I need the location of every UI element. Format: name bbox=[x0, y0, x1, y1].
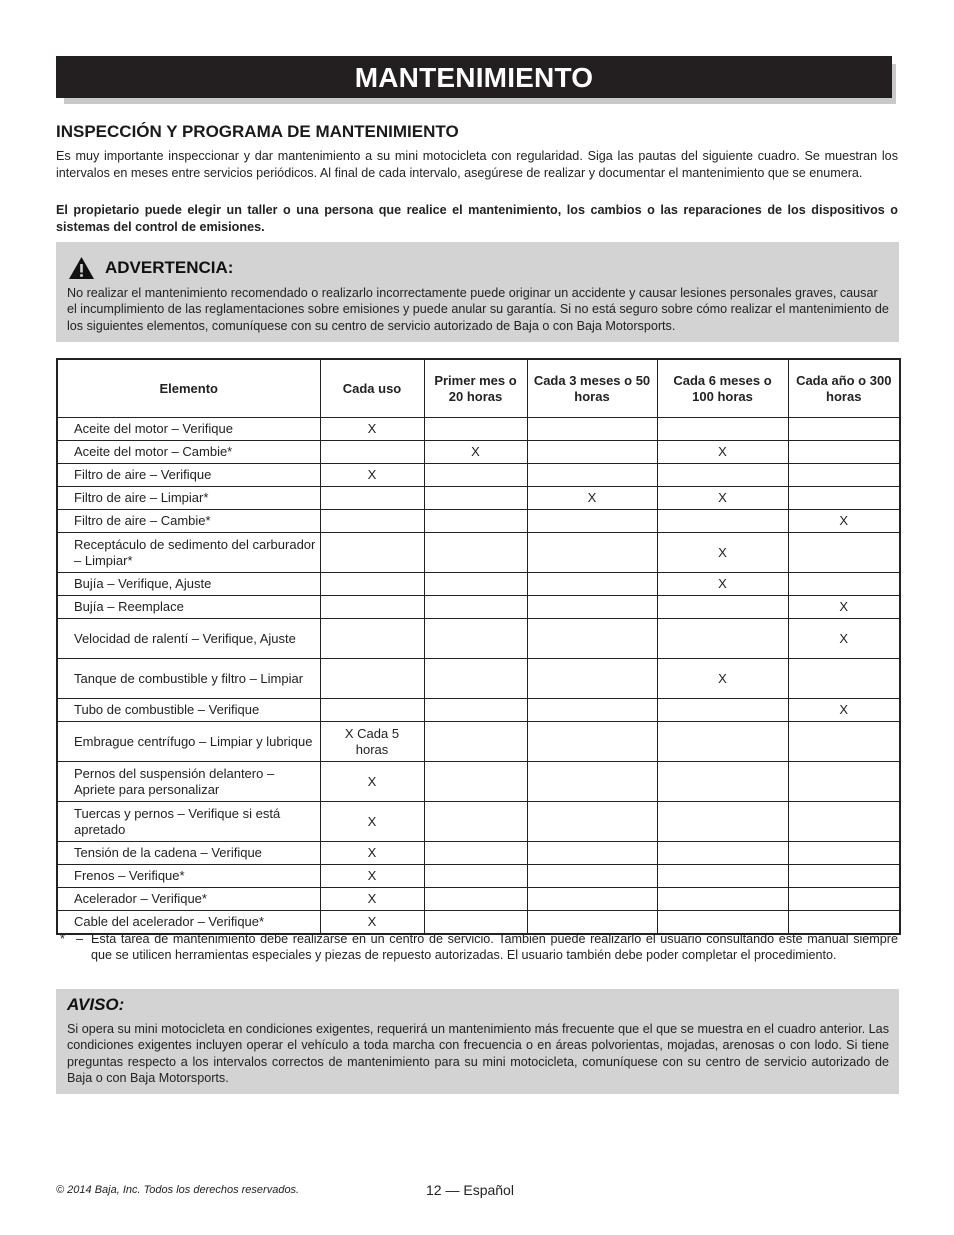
interval-cell bbox=[527, 842, 657, 865]
interval-cell bbox=[657, 722, 788, 762]
interval-cell bbox=[657, 842, 788, 865]
item-cell: Pernos del suspensión delantero – Apriete para personalizar bbox=[57, 762, 320, 802]
interval-cell bbox=[527, 441, 657, 464]
table-row bbox=[57, 573, 900, 596]
page-title-banner: MANTENIMIENTO bbox=[56, 56, 892, 98]
interval-cell bbox=[527, 596, 657, 619]
warning-title: ADVERTENCIA: bbox=[105, 258, 234, 277]
interval-cell: X bbox=[788, 596, 900, 619]
interval-cell bbox=[788, 464, 900, 487]
interval-cell bbox=[424, 699, 527, 722]
interval-cell bbox=[527, 802, 657, 842]
interval-cell bbox=[424, 533, 527, 573]
emissions-paragraph: El propietario puede elegir un taller o una persona que realice el mantenimiento, los cambios o las reparaciones de los dispositivos o sistemas del control de emisiones. bbox=[56, 203, 898, 234]
interval-cell bbox=[527, 659, 657, 699]
interval-cell bbox=[424, 888, 527, 911]
interval-cell bbox=[788, 659, 900, 699]
item-cell: Filtro de aire – Verifique bbox=[57, 464, 320, 487]
interval-cell: X bbox=[320, 802, 424, 842]
copyright: © 2014 Baja, Inc. Todos los derechos reservados. bbox=[56, 1184, 300, 1196]
table-row bbox=[57, 865, 900, 888]
interval-cell bbox=[657, 888, 788, 911]
footnote-text: Esta tarea de mantenimiento debe realizarse en un centro de servicio. También puede realizarlo el usuario consultando este manual siempre que se utilicen herramientas especiales y piezas de repuesto autorizadas. El usuario también debe poder completar el procedimiento. bbox=[91, 932, 898, 963]
table-row bbox=[57, 802, 900, 842]
table-row bbox=[57, 699, 900, 722]
interval-cell bbox=[527, 418, 657, 441]
footnote-mark: * bbox=[60, 932, 65, 946]
interval-cell bbox=[424, 573, 527, 596]
interval-cell bbox=[788, 487, 900, 510]
item-cell: Embrague centrífugo – Limpiar y lubrique bbox=[57, 722, 320, 762]
interval-cell bbox=[424, 619, 527, 659]
interval-cell: X bbox=[424, 441, 527, 464]
interval-cell bbox=[788, 865, 900, 888]
interval-cell bbox=[657, 802, 788, 842]
interval-cell bbox=[657, 865, 788, 888]
warning-icon bbox=[68, 256, 95, 280]
item-cell: Tubo de combustible – Verifique bbox=[57, 699, 320, 722]
warning-box bbox=[56, 242, 899, 342]
table-row bbox=[57, 619, 900, 659]
interval-cell bbox=[788, 762, 900, 802]
item-cell: Receptáculo de sedimento del carburador – Limpiar* bbox=[57, 533, 320, 573]
interval-cell bbox=[788, 888, 900, 911]
item-cell: Filtro de aire – Limpiar* bbox=[57, 487, 320, 510]
item-cell: Aceite del motor – Cambie* bbox=[57, 441, 320, 464]
interval-cell bbox=[527, 573, 657, 596]
interval-cell bbox=[527, 699, 657, 722]
interval-cell bbox=[527, 619, 657, 659]
item-cell: Acelerador – Verifique* bbox=[57, 888, 320, 911]
interval-cell bbox=[320, 659, 424, 699]
interval-cell bbox=[657, 418, 788, 441]
interval-cell: X bbox=[788, 510, 900, 533]
interval-cell: X bbox=[788, 699, 900, 722]
header-cell: Elemento bbox=[57, 359, 320, 418]
item-cell: Tensión de la cadena – Verifique bbox=[57, 842, 320, 865]
interval-cell bbox=[424, 842, 527, 865]
header-cell: Cada 6 meses o 100 horas bbox=[657, 359, 788, 418]
interval-cell: X bbox=[657, 573, 788, 596]
table-row bbox=[57, 722, 900, 762]
interval-cell bbox=[527, 762, 657, 802]
item-cell: Velocidad de ralentí – Verifique, Ajuste bbox=[57, 619, 320, 659]
interval-cell: X bbox=[320, 762, 424, 802]
interval-cell bbox=[320, 510, 424, 533]
interval-cell: X bbox=[320, 865, 424, 888]
interval-cell bbox=[657, 762, 788, 802]
warning-header bbox=[68, 256, 233, 280]
interval-cell: X bbox=[657, 533, 788, 573]
interval-cell bbox=[320, 441, 424, 464]
table-row bbox=[57, 487, 900, 510]
interval-cell bbox=[424, 510, 527, 533]
page-number: 12 — Español bbox=[426, 1182, 514, 1198]
interval-cell bbox=[527, 510, 657, 533]
interval-cell bbox=[424, 464, 527, 487]
notice-box bbox=[56, 989, 899, 1094]
interval-cell bbox=[424, 722, 527, 762]
table-row bbox=[57, 533, 900, 573]
interval-cell bbox=[657, 699, 788, 722]
table-row bbox=[57, 441, 900, 464]
interval-cell bbox=[527, 533, 657, 573]
interval-cell bbox=[320, 573, 424, 596]
interval-cell bbox=[320, 596, 424, 619]
interval-cell bbox=[657, 619, 788, 659]
warning-text: No realizar el mantenimiento recomendado o realizarlo incorrectamente puede originar un accidente y causar lesiones personales graves, causar el incumplimiento de las reglamentaciones sobre emisiones y puede anular su garantía. Si no está seguro sobre cómo realizar el mantenimiento de los siguientes elementos, comuníquese con su centro de servicio autorizado de Baja o con Baja Motorsports. bbox=[67, 286, 889, 333]
interval-cell bbox=[527, 865, 657, 888]
notice-title: AVISO: bbox=[67, 995, 125, 1014]
interval-cell bbox=[424, 865, 527, 888]
interval-cell bbox=[657, 596, 788, 619]
interval-cell bbox=[657, 510, 788, 533]
interval-cell: X bbox=[320, 842, 424, 865]
item-cell: Tuercas y pernos – Verifique si está apretado bbox=[57, 802, 320, 842]
interval-cell bbox=[527, 888, 657, 911]
interval-cell bbox=[788, 533, 900, 573]
interval-cell bbox=[788, 418, 900, 441]
table-row bbox=[57, 888, 900, 911]
interval-cell: X bbox=[788, 619, 900, 659]
item-cell: Bujía – Reemplace bbox=[57, 596, 320, 619]
interval-cell bbox=[424, 418, 527, 441]
interval-cell bbox=[424, 802, 527, 842]
item-cell: Filtro de aire – Cambie* bbox=[57, 510, 320, 533]
interval-cell bbox=[657, 464, 788, 487]
interval-cell bbox=[424, 659, 527, 699]
interval-cell bbox=[424, 596, 527, 619]
interval-cell bbox=[527, 722, 657, 762]
table-row bbox=[57, 596, 900, 619]
interval-cell bbox=[320, 619, 424, 659]
intro-paragraph: Es muy importante inspeccionar y dar mantenimiento a su mini motocicleta con regularidad. Siga las pautas del siguiente cuadro. Se muestran los intervalos en meses entre servicios periódicos. Al final de cada intervalo, asegúrese de realizar y documentar el mantenimiento que se enumera. bbox=[56, 149, 898, 180]
interval-cell bbox=[788, 573, 900, 596]
interval-cell bbox=[788, 802, 900, 842]
interval-cell: X bbox=[320, 888, 424, 911]
item-cell: Bujía – Verifique, Ajuste bbox=[57, 573, 320, 596]
interval-cell: X bbox=[657, 659, 788, 699]
item-cell: Tanque de combustible y filtro – Limpiar bbox=[57, 659, 320, 699]
interval-cell bbox=[320, 487, 424, 510]
interval-cell: X bbox=[320, 464, 424, 487]
table-row bbox=[57, 418, 900, 441]
item-cell: Cable del acelerador – Verifique* bbox=[57, 911, 320, 935]
interval-cell bbox=[527, 464, 657, 487]
interval-cell bbox=[424, 762, 527, 802]
interval-cell bbox=[788, 441, 900, 464]
maintenance-schedule-table bbox=[56, 358, 901, 935]
interval-cell bbox=[788, 722, 900, 762]
table-row bbox=[57, 762, 900, 802]
item-cell: Aceite del motor – Verifique bbox=[57, 418, 320, 441]
table-row bbox=[57, 842, 900, 865]
footnote bbox=[56, 931, 898, 964]
interval-cell bbox=[788, 842, 900, 865]
header-cell: Cada año o 300 horas bbox=[788, 359, 900, 418]
interval-cell: X bbox=[657, 441, 788, 464]
interval-cell: X bbox=[320, 418, 424, 441]
interval-cell: X bbox=[320, 911, 424, 935]
interval-cell: X bbox=[527, 487, 657, 510]
table-header-row bbox=[57, 359, 900, 418]
table-row bbox=[57, 464, 900, 487]
item-cell: Frenos – Verifique* bbox=[57, 865, 320, 888]
table-row bbox=[57, 510, 900, 533]
interval-cell bbox=[320, 699, 424, 722]
table-row bbox=[57, 659, 900, 699]
interval-cell: X Cada 5 horas bbox=[320, 722, 424, 762]
interval-cell bbox=[424, 487, 527, 510]
notice-text: Si opera su mini motocicleta en condiciones exigentes, requerirá un mantenimiento más frecuente que el que se muestra en el cuadro anterior. Las condiciones exigentes incluyen operar el vehículo a toda marcha con frecuencia o en áreas polvorientas, mojadas, arenosas o con lodo. Si tiene preguntas respecto a los intervalos correctos de mantenimiento para su mini motocicleta, comuníquese con su centro de servicio autorizado de Baja o con Baja Motorsports. bbox=[67, 1022, 889, 1085]
footnote-dash: – bbox=[76, 932, 84, 946]
header-cell: Cada uso bbox=[320, 359, 424, 418]
interval-cell: X bbox=[657, 487, 788, 510]
interval-cell bbox=[320, 533, 424, 573]
section-title: INSPECCIÓN Y PROGRAMA DE MANTENIMIENTO bbox=[56, 122, 459, 141]
header-cell: Cada 3 meses o 50 horas bbox=[527, 359, 657, 418]
header-cell: Primer mes o 20 horas bbox=[424, 359, 527, 418]
